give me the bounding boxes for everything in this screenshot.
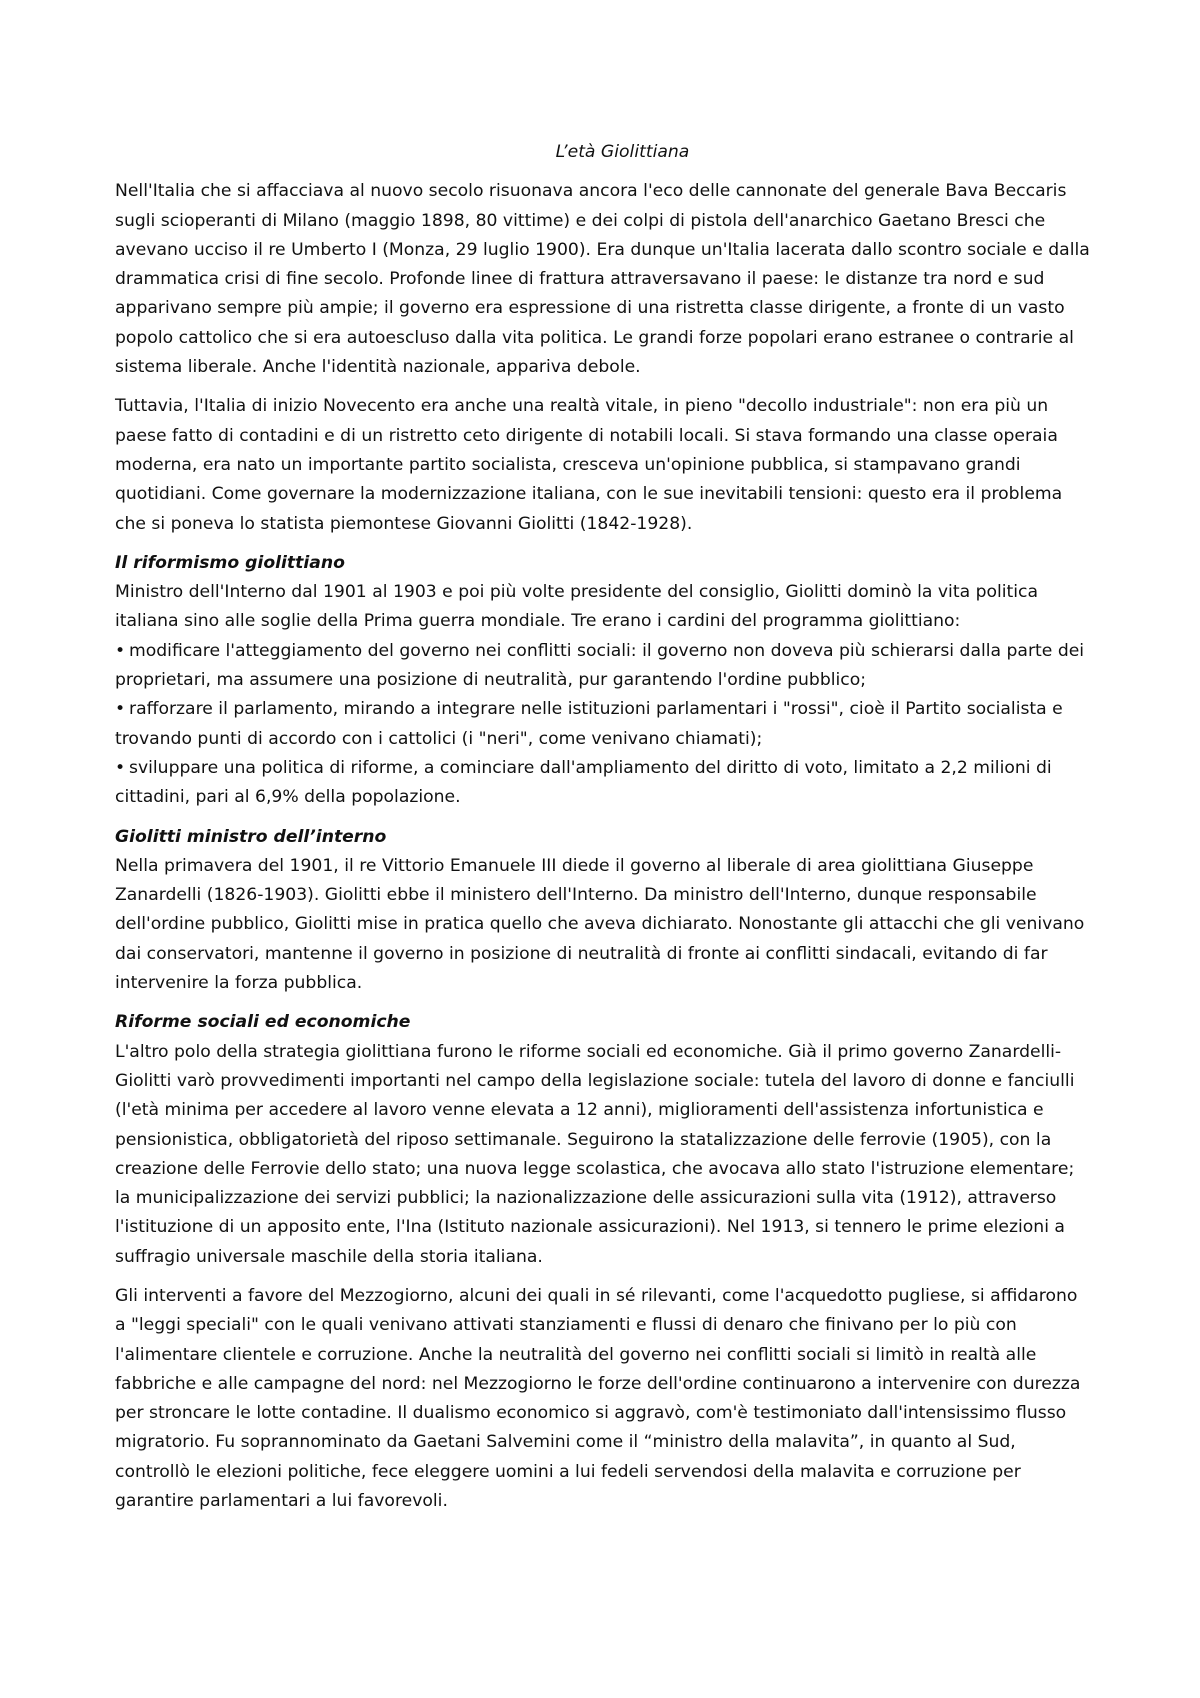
section-text-riformismo: Ministro dell'Interno dal 1901 al 1903 e poi più volte presidente del consiglio, Giolitti dominò la vita politica italiana sino alle soglie della Prima guerra mondiale. Tre erano i cardini del programma giolittiano: xyxy=(115,582,1039,632)
section-riforme xyxy=(115,1008,1090,1272)
bullet-icon: • xyxy=(115,757,126,778)
bullet-item xyxy=(115,637,1090,696)
bullet-item xyxy=(115,754,1090,813)
document-title: L’età Giolittiana xyxy=(555,142,690,162)
bullet-text: rafforzare il parlamento, mirando a integrare nelle istituzioni parlamentari i "rossi", cioè il Partito socialista e trovando punti di accordo con i cattolici (i "neri", come venivano chiamati); xyxy=(115,699,1063,749)
section-heading-riformismo: Il riformismo giolittiano xyxy=(115,552,345,573)
bullet-text: sviluppare una politica di riforme, a cominciare dall'ampliamento del diritto di voto, limitato a 2,2 milioni di cittadini, pari al 6,9% della popolazione. xyxy=(115,757,1052,808)
bullet-item xyxy=(115,695,1090,754)
mezzogiorno-paragraph: Gli interventi a favore del Mezzogiorno, alcuni dei quali in sé rilevanti, come l'acquedotto pugliese, si affidarono a "leggi speciali" con le quali venivano attivati stanziamenti e flussi di denaro che finivano per lo più con l'alimentare clientele e corruzione. Anche la neutralità del governo nei conflitti sociali si limitò in realtà alle fabbriche e alle campagne del nord: nel Mezzogiorno le forze dell'ordine continuarono a intervenire con durezza per stroncare le lotte contadine. Il dualismo economico si aggravò, com'è testimoniato dall'intensissimo flusso migratorio. Fu soprannominato da Gaetani Salvemini come il “ministro della malavita”, in quanto al Sud, controllò le elezioni politiche, fece eleggere uomini a lui fedeli servendosi della malavita e corruzione per garantire parlamentari a lui favorevoli. xyxy=(115,1285,1081,1512)
section-riformismo xyxy=(115,549,1090,813)
document-page xyxy=(115,138,1090,1526)
section-heading-riforme: Riforme sociali ed economiche xyxy=(115,1012,411,1033)
bullet-text: modificare l'atteggiamento del governo nei conflitti sociali: il governo non doveva più schierarsi dalla parte dei proprietari, ma assumere una posizione di neutralità, pur garantendo l'ordine pubblico; xyxy=(115,640,1085,691)
section-ministro xyxy=(115,823,1090,999)
section-text-ministro: Nella primavera del 1901, il re Vittorio Emanuele III diede il governo al liberale di area giolittiana Giuseppe Zanardelli (1826-1903). Giolitti ebbe il ministero dell'Interno. Da ministro dell'Interno, dunque responsabile dell'ordine pubblico, Giolitti mise in pratica quello che aveva dichiarato. Nonostante gli attacchi che gli venivano dai conservatori, mantenne il governo in posizione di neutralità di fronte ai conflitti sindacali, evitando di far intervenire la forza pubblica. xyxy=(115,855,1085,994)
intro-paragraph-2: Tuttavia, l'Italia di inizio Novecento era anche una realtà vitale, in pieno "decollo industriale": non era più un paese fatto di contadini e di un ristretto ceto dirigente di notabili locali. Si stava formando una classe operaia moderna, era nato un importante partito socialista, cresceva un'opinione pubblica, si stampavano grandi quotidiani. Come governare la modernizzazione italiana, con le sue inevitabili tensioni: questo era il problema che si poneva lo statista piemontese Giovanni Giolitti (1842-1928). xyxy=(115,396,1063,534)
section-heading-ministro: Giolitti ministro dell’interno xyxy=(115,826,387,847)
section-text-riforme: L'altro polo della strategia giolittiana furono le riforme sociali ed economiche. Già il primo governo Zanardelli-Giolitti varò provvedimenti importanti nel campo della legislazione sociale: tutela del lavoro di donne e fanciulli (l'età minima per accedere al lavoro venne elevata a 12 anni), miglioramenti dell'assistenza infortunistica e pensionistica, obbligatorietà del riposo settimanale. Seguirono la statalizzazione delle ferrovie (1905), con la creazione delle Ferrovie dello stato; una nuova legge scolastica, che avocava allo stato l'istruzione elementare; la municipalizzazione dei servizi pubblici; la nazionalizzazione delle assicurazioni sulla vita (1912), attraverso l'istituzione di un apposito ente, l'Ina (Istituto nazionale assicurazioni). Nel 1913, si tennero le prime elezioni a suffragio universale maschile della storia italiana. xyxy=(115,1041,1075,1267)
intro-paragraph-1: Nell'Italia che si affacciava al nuovo secolo risuonava ancora l'eco delle cannonate del generale Bava Beccaris sugli scioperanti di Milano (maggio 1898, 80 vittime) e dei colpi di pistola dell'anarchico Gaetano Bresci che avevano ucciso il re Umberto I (Monza, 29 luglio 1900). Era dunque un'Italia lacerata dallo scontro sociale e dalla drammatica crisi di fine secolo. Profonde linee di frattura attraversavano il paese: le distanze tra nord e sud apparivano sempre più ampie; il governo era espressione di una ristretta classe dirigente, a fronte di un vasto popolo cattolico che si era autoescluso dalla vita politica. Le grandi forze popolari erano estranee o contrarie al sistema liberale. Anche l'identità nazionale, appariva debole. xyxy=(115,181,1090,378)
bullet-icon: • xyxy=(115,699,126,720)
bullet-icon: • xyxy=(115,640,126,661)
